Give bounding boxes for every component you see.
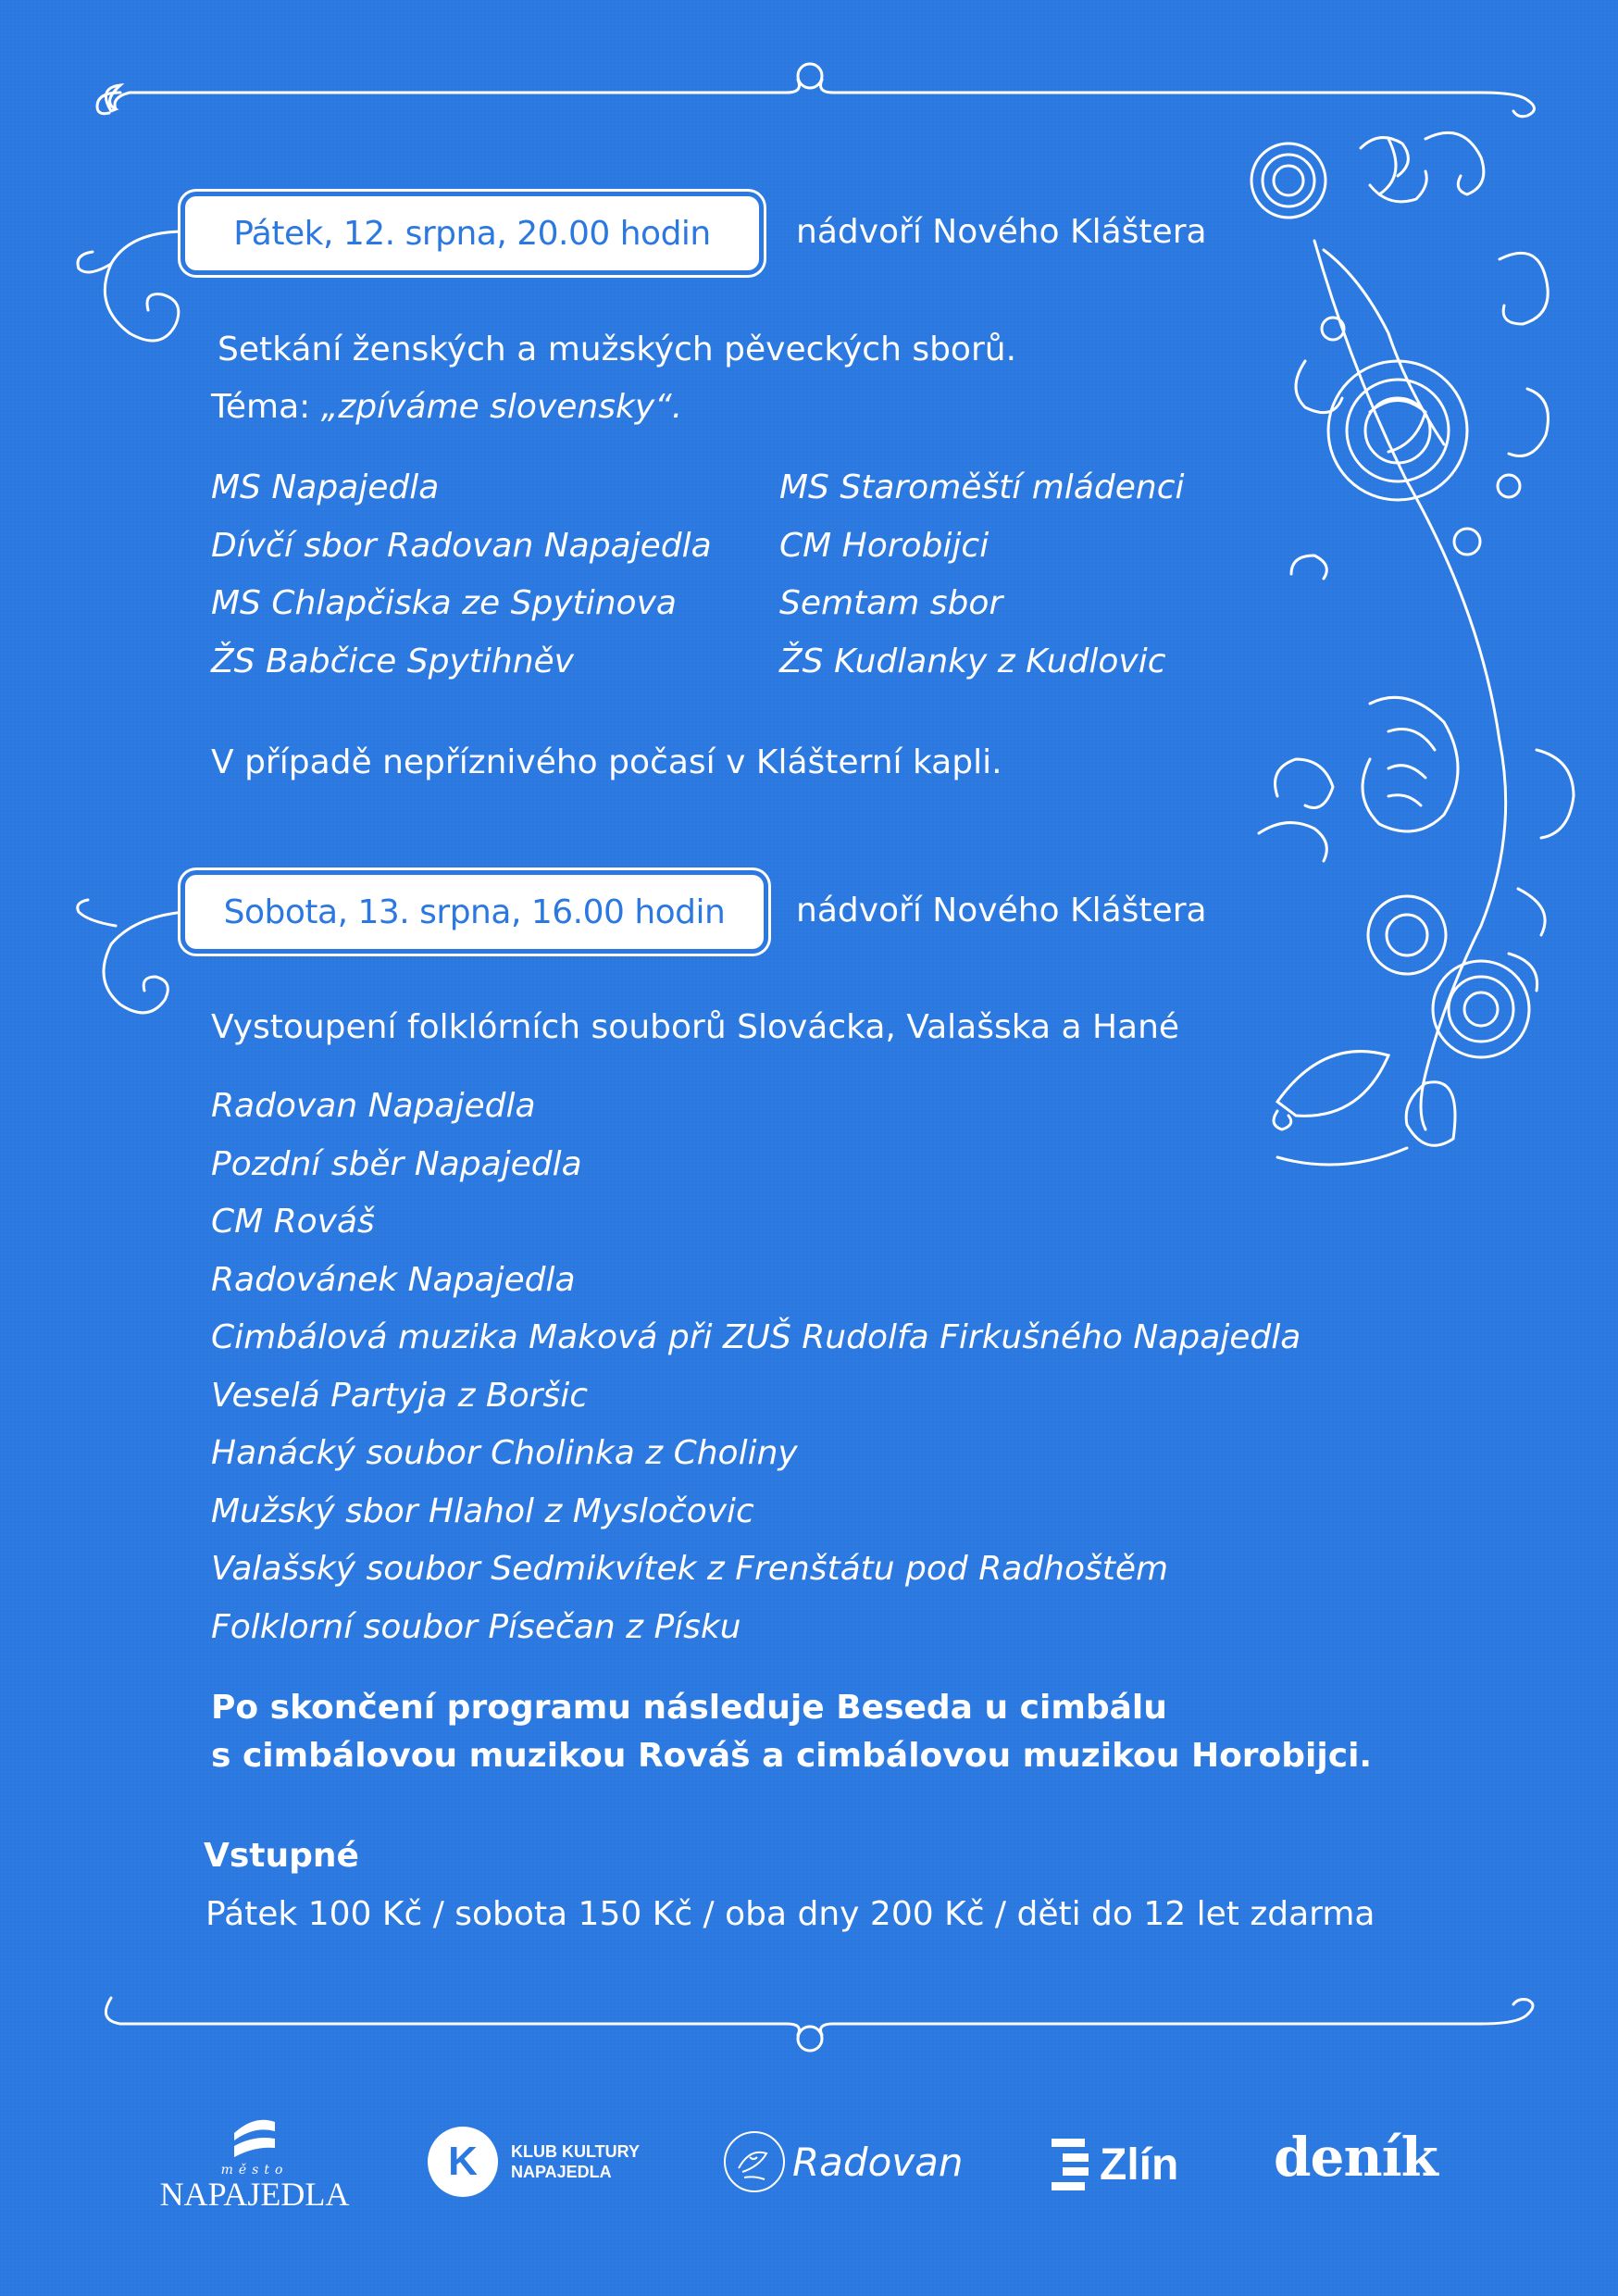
list-item: Radovan Napajedla (211, 1087, 536, 1125)
closing-line-2: s cimbálovou muzikou Rováš a cimbálovou muzikou Horobijci. (211, 1737, 1373, 1775)
bottom-frame-line (106, 1998, 1533, 2024)
radovan-text: Radovan (792, 2139, 964, 2185)
list-item: ŽS Kudlanky z Kudlovic (779, 642, 1166, 680)
denik-logo (1274, 2120, 1438, 2194)
cro-zlin-logo-icon (1050, 2137, 1090, 2192)
friday-performers-right (779, 459, 1184, 691)
folk-ornament-icon (1251, 132, 1574, 1165)
bottom-frame-knot (798, 2027, 822, 2051)
napajedla-small-text: město (220, 2163, 289, 2177)
klub-kultury-line-2: NAPAJEDLA (511, 2163, 612, 2181)
list-item: Veselá Partyja z Boršic (211, 1376, 588, 1415)
list-item: Hanácký soubor Cholinka z Choliny (211, 1434, 798, 1472)
klub-kultury-mark: K (448, 2139, 478, 2184)
friday-theme (211, 380, 682, 435)
friday-date-box (185, 196, 759, 270)
friday-performers-left (211, 459, 712, 691)
friday-venue: nádvoří Nového Kláštera (796, 213, 1207, 251)
klub-kultury-logo-icon (428, 2127, 498, 2197)
list-item: Radovánek Napajedla (211, 1260, 576, 1299)
list-item: MS Staroměští mládenci (779, 468, 1185, 506)
list-item: CM Rováš (211, 1203, 375, 1241)
saturday-date-box (185, 875, 764, 949)
swirl-friday (105, 231, 185, 341)
top-frame-knot (798, 64, 822, 88)
closing-line-1: Po skončení programu následuje Beseda u cimbálu (211, 1689, 1167, 1727)
list-item: MS Chlapčiska ze Spytinova (211, 584, 677, 622)
klub-kultury-line-1: KLUB KULTURY (511, 2142, 640, 2161)
list-item: Dívčí sbor Radovan Napajedla (211, 526, 712, 565)
top-frame-line (106, 85, 1534, 117)
zlin-text: Zlín (1100, 2140, 1179, 2190)
list-item: ŽS Babčice Spytihněv (211, 642, 574, 680)
friday-theme-prefix: Téma: (211, 388, 321, 426)
admission-heading: Vstupné (204, 1837, 359, 1875)
friday-date: Pátek, 12. srpna, 20.00 hodin (233, 214, 711, 253)
list-item: MS Napajedla (211, 468, 440, 506)
saturday-venue: nádvoří Nového Kláštera (796, 892, 1207, 930)
friday-theme-value: „zpíváme slovensky“. (320, 388, 683, 426)
saturday-performers (211, 1078, 1301, 1656)
list-item: Pozdní sběr Napajedla (211, 1144, 582, 1183)
napajedla-big-text: NAPAJEDLA (159, 2176, 350, 2213)
list-item: Folklorní soubor Písečan z Písku (211, 1607, 741, 1646)
list-item: Semtam sbor (779, 584, 1003, 622)
list-item: CM Horobijci (779, 526, 989, 565)
admission-prices: Pátek 100 Kč / sobota 150 Kč / oba dny 200 Kč / děti do 12 let zdarma (205, 1895, 1375, 1933)
saturday-intro: Vystoupení folklórních souborů Slovácka, Valašska a Hané (211, 1008, 1180, 1046)
saturday-date: Sobota, 13. srpna, 16.00 hodin (223, 892, 726, 931)
list-item: Cimbálová muzika Maková při ZUŠ Rudolfa Firkušného Napajedla (211, 1318, 1301, 1356)
klub-kultury-logo (428, 2125, 640, 2199)
friday-intro: Setkání ženských a mužských pěveckých sborů. (218, 331, 1017, 368)
denik-text: deník (1274, 2126, 1438, 2189)
radovan-logo-icon (722, 2129, 787, 2194)
list-item: Mužský sbor Hlahol z Mysločovic (211, 1491, 754, 1530)
radovan-logo (722, 2125, 964, 2199)
napajedla-logo (148, 2100, 361, 2211)
friday-weather-note: V případě nepříznivého počasí v Klášterní kapli. (211, 743, 1002, 781)
cro-zlin-logo (1050, 2128, 1178, 2202)
list-item: Valašský soubor Sedmikvítek z Frenštátu pod Radhoštěm (211, 1550, 1169, 1588)
napajedla-logo-icon (227, 2115, 282, 2159)
